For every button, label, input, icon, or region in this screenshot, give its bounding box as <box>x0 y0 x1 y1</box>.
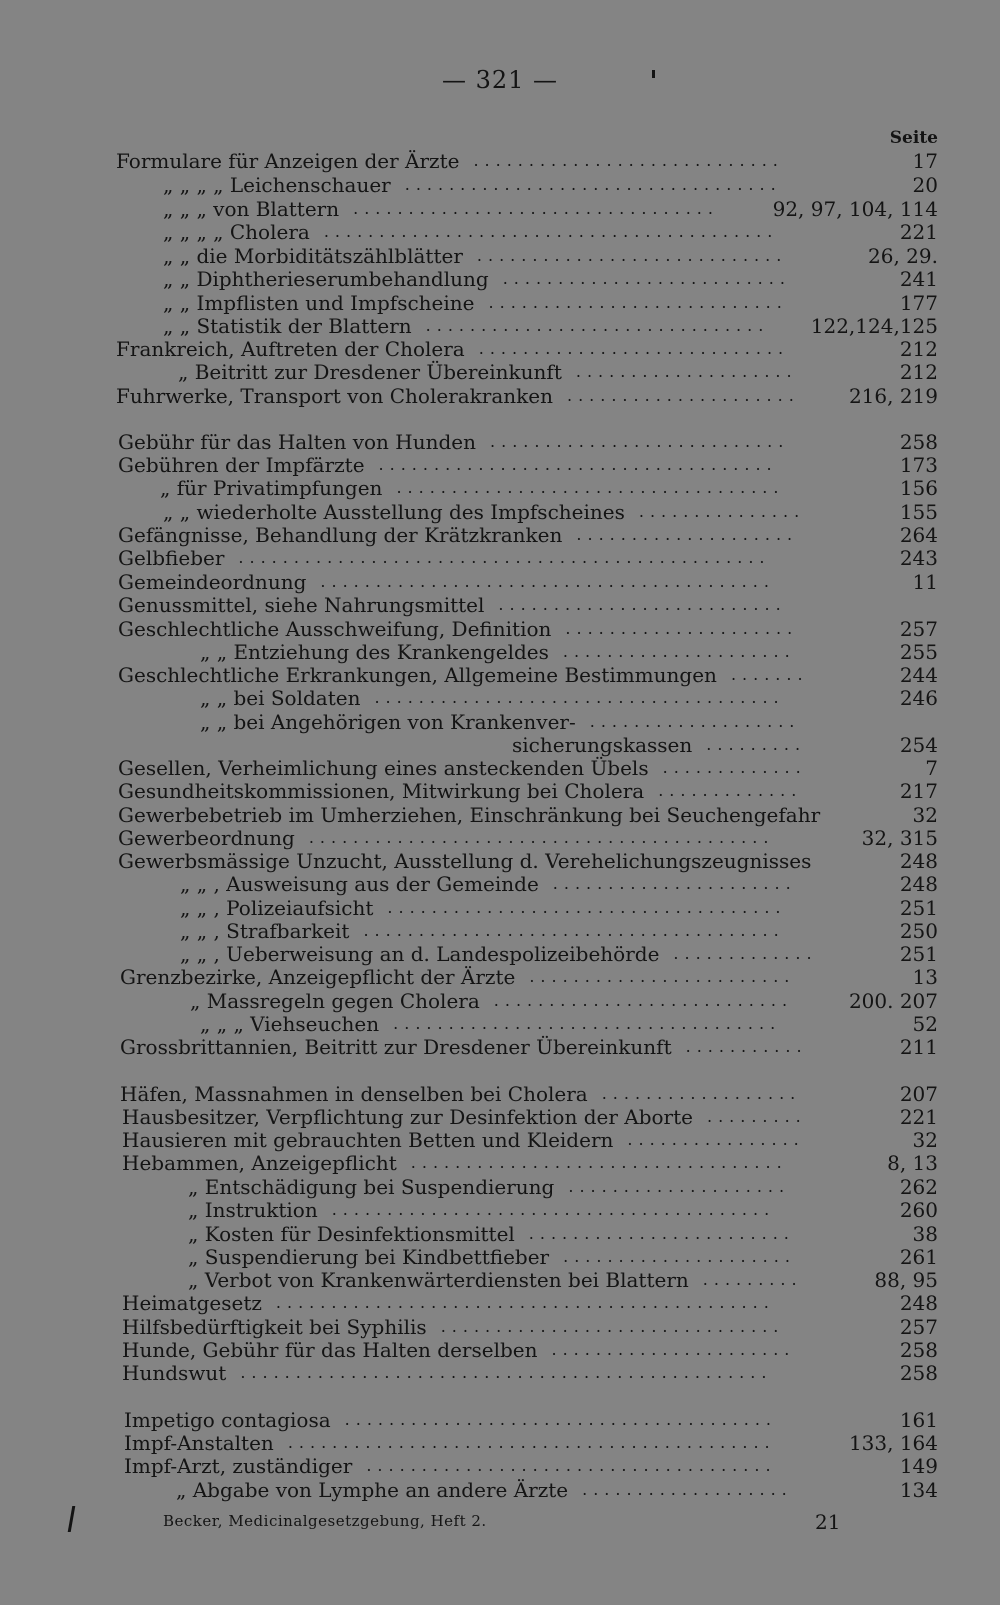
leader-dots: .................. <box>601 1084 802 1103</box>
leader-dots: ....................................... <box>344 1410 778 1429</box>
leader-dots: ................ <box>627 1130 805 1149</box>
leader-dots: ................................................ <box>240 1363 773 1382</box>
leader-dots: ............................... <box>425 316 770 335</box>
entry-text: Gesellen, Verheimlichung eines ansteckenden Übels <box>118 756 649 780</box>
page-reference: 173 <box>899 453 938 477</box>
page-reference: 88, 95 <box>874 1268 938 1292</box>
entry-text: Hausieren mit gebrauchten Betten und Kleidern <box>122 1128 614 1152</box>
page-reference: 52 <box>912 1012 938 1036</box>
leader-dots: ................................... <box>396 478 785 497</box>
page-reference: 216, 219 <box>848 384 938 408</box>
entry-text: Impf-Arzt, zuständiger <box>124 1454 353 1478</box>
leader-dots: ........................... <box>490 432 790 451</box>
entry-text: Gewerbsmässige Unzucht, Ausstellung d. Verehelichungszeugnisses <box>118 849 812 873</box>
entry-text: „ „ „ „ Leichenschauer <box>163 173 391 197</box>
leader-dots: ......... <box>706 1107 807 1126</box>
entry-text: „ „ bei Soldaten <box>200 686 361 710</box>
leader-dots: ........... <box>685 1037 808 1056</box>
leader-dots: .................................... <box>378 455 778 474</box>
leader-dots: ...................... <box>551 1340 796 1359</box>
entry-text: Genussmittel, siehe Nahrungsmittel <box>118 593 485 617</box>
page-reference: 244 <box>899 663 938 687</box>
entry-text: Impf-Anstalten <box>124 1431 274 1455</box>
page-reference: 211 <box>899 1035 938 1059</box>
page-reference: 134 <box>899 1478 938 1502</box>
entry-text: Impetigo contagiosa <box>124 1408 331 1432</box>
page-reference: 257 <box>899 1315 938 1339</box>
page-reference: 7 <box>925 756 938 780</box>
page-reference: 212 <box>899 337 938 361</box>
entry-text: „ Verbot von Krankenwärterdiensten bei Blattern <box>188 1268 689 1292</box>
entry-text: „ für Privatimpfungen <box>160 476 383 500</box>
entry-text: Heimatgesetz <box>122 1291 262 1315</box>
page-reference: 258 <box>899 1361 938 1385</box>
entry-text: Hundswut <box>122 1361 227 1385</box>
leader-dots: ................................. <box>353 199 719 218</box>
page-reference: 133, 164 <box>848 1431 938 1455</box>
entry-text: Häfen, Massnahmen in denselben bei Cholera <box>120 1082 588 1106</box>
entry-text: Gewerbebetrieb im Umherziehen, Einschränkung bei Seuchengefahr <box>118 803 821 827</box>
leader-dots: .................... <box>575 362 798 381</box>
page-reference: 248 <box>899 872 938 896</box>
page-reference: 177 <box>899 291 938 315</box>
entry-text: „ Kosten für Desinfektionsmittel <box>188 1222 515 1246</box>
page-reference: 251 <box>899 942 938 966</box>
signature-number: 21 <box>815 1510 841 1534</box>
column-header-seite: Seite <box>889 128 938 148</box>
entry-text: „ „ , Strafbarkeit <box>180 919 350 943</box>
page-reference: 221 <box>899 1105 938 1129</box>
entry-text: „ „ wiederholte Ausstellung des Impfscheines <box>163 500 625 524</box>
entry-text: „ Abgabe von Lymphe an andere Ärzte <box>176 1478 569 1502</box>
leader-dots: .................... <box>568 1177 791 1196</box>
leader-dots: ......................................... <box>320 572 775 591</box>
leader-dots: .................................. <box>410 1153 788 1172</box>
leader-dots: ................... <box>582 1480 793 1499</box>
page-reference: 258 <box>899 430 938 454</box>
entry-text: Hilfsbedürftigkeit bei Syphilis <box>122 1315 427 1339</box>
leader-dots: ..................... <box>563 1247 796 1266</box>
page-reference: 258 <box>899 1338 938 1362</box>
entry-text: Gesundheitskommissionen, Mitwirkung bei Cholera <box>118 779 645 803</box>
entry-text: „ Beitritt zur Dresdener Übereinkunft <box>178 360 562 384</box>
leader-dots: ............................ <box>476 246 788 265</box>
page-reference: 246 <box>899 686 938 710</box>
leader-dots: ........................................ <box>331 1200 776 1219</box>
leader-dots: ................... <box>589 712 801 731</box>
page-reference: 32, 315 <box>861 826 938 850</box>
entry-text: Gefängnisse, Behandlung der Krätzkranken <box>118 523 563 547</box>
leader-dots: ........................... <box>493 991 794 1010</box>
margin-pencil-mark <box>68 1506 76 1532</box>
leader-dots: ................................... <box>393 1014 782 1033</box>
leader-dots: ..................................... <box>366 1456 777 1475</box>
entry-text: Gelbfieber <box>118 546 225 570</box>
leader-dots: .......................................... <box>308 828 775 847</box>
page-reference: 122,124,125 <box>810 314 938 338</box>
page-reference: 17 <box>912 149 938 173</box>
leader-dots: ............................................. <box>275 1293 775 1312</box>
page-reference: 248 <box>899 849 938 873</box>
page-reference: 8, 13 <box>887 1151 938 1175</box>
page-reference: 155 <box>899 500 938 524</box>
entry-text: „ Suspendierung bei Kindbettfieber <box>188 1245 550 1269</box>
entry-text: „ „ die Morbiditätszählblätter <box>163 244 463 268</box>
page-reference: 262 <box>899 1175 938 1199</box>
page-reference: 156 <box>899 476 938 500</box>
page-reference: 13 <box>912 965 938 989</box>
entry-text: Gewerbeordnung <box>118 826 295 850</box>
entry-text: „ Instruktion <box>188 1198 318 1222</box>
leader-dots: ........................ <box>529 967 796 986</box>
page-reference: 217 <box>899 779 938 803</box>
entry-text: sicherungskassen <box>512 733 693 757</box>
page-reference: 38 <box>912 1222 938 1246</box>
leader-dots: .......................... <box>498 595 787 614</box>
entry-text: Geschlechtliche Erkrankungen, Allgemeine Bestimmungen <box>118 663 717 687</box>
page-header <box>0 66 1000 94</box>
page-reference: 255 <box>899 640 938 664</box>
entry-text: Gebühren der Impfärzte <box>118 453 365 477</box>
page-reference: 248 <box>899 1291 938 1315</box>
entry-text: „ „ bei Angehörigen von Krankenver- <box>200 710 576 734</box>
entry-text: Grossbrittannien, Beitritt zur Dresdener Übereinkunft <box>120 1035 672 1059</box>
entry-text: „ „ Impflisten und Impfscheine <box>163 291 475 315</box>
entry-text: Hunde, Gebühr für das Halten derselben <box>122 1338 538 1362</box>
leader-dots: ..................... <box>565 619 799 638</box>
entry-text: Grenzbezirke, Anzeigepflicht der Ärzte <box>120 965 516 989</box>
leader-dots: ............................ <box>478 339 790 358</box>
page-reference: 250 <box>899 919 938 943</box>
leader-dots: ..................... <box>562 642 796 661</box>
leader-dots: ............................... <box>440 1317 785 1336</box>
entry-text: Frankreich, Auftreten der Cholera <box>116 337 465 361</box>
page-reference: 161 <box>899 1408 938 1432</box>
leader-dots: ...................................... <box>363 921 785 940</box>
page-reference: 212 <box>899 360 938 384</box>
page-reference: 11 <box>912 570 938 594</box>
leader-dots: ...................... <box>552 874 797 893</box>
entry-text: „ „ , Polizeiaufsicht <box>180 896 374 920</box>
leader-dots: .......................... <box>502 269 791 288</box>
leader-dots: ............. <box>662 758 807 777</box>
page-reference: 260 <box>899 1198 938 1222</box>
leader-dots: ............... <box>638 502 806 521</box>
page-reference: 149 <box>899 1454 938 1478</box>
entry-text: Gemeindeordnung <box>118 570 307 594</box>
entry-text: Hausbesitzer, Verpflichtung zur Desinfektion der Aborte <box>122 1105 693 1129</box>
entry-text: Geschlechtliche Ausschweifung, Definition <box>118 617 552 641</box>
entry-text: „ „ „ „ Cholera <box>163 220 310 244</box>
page-number: — 321 — <box>441 66 559 94</box>
page-reference: 257 <box>899 617 938 641</box>
leader-dots: ..................... <box>567 386 800 405</box>
page-reference: 264 <box>899 523 938 547</box>
page-reference: 26, 29. <box>868 244 938 268</box>
leader-dots: ............................................ <box>287 1433 776 1452</box>
entry-text: „ „ „ Viehseuchen <box>200 1012 380 1036</box>
page-reference: 251 <box>899 896 938 920</box>
entry-text: „ „ „ von Blattern <box>163 197 340 221</box>
page-reference: 32 <box>912 1128 938 1152</box>
page-reference: 221 <box>899 220 938 244</box>
leader-dots: ........................ <box>528 1224 795 1243</box>
entry-text: „ „ , Ueberweisung an d. Landespolizeibehörde <box>180 942 660 966</box>
printer-signature-line: Becker, Medicinalgesetzgebung, Heft 2. <box>163 1512 487 1530</box>
leader-dots: .................... <box>576 525 799 544</box>
leader-dots: ....... <box>730 665 809 684</box>
entry-text: „ Entschädigung bei Suspendierung <box>188 1175 555 1199</box>
page-reference: 207 <box>899 1082 938 1106</box>
leader-dots: ..................................... <box>374 688 785 707</box>
leader-dots: ............................ <box>473 151 784 170</box>
page-reference: 20 <box>912 173 938 197</box>
leader-dots: ......... <box>702 1270 803 1289</box>
entry-text: Formulare für Anzeigen der Ärzte <box>116 149 460 173</box>
leader-dots: ............. <box>658 781 803 800</box>
leader-dots: ........................... <box>488 293 788 312</box>
leader-dots: ......................................... <box>323 222 779 241</box>
page-reference: 92, 97, 104, 114 <box>772 197 938 221</box>
entry-text: „ „ , Ausweisung aus der Gemeinde <box>180 872 539 896</box>
entry-text: „ „ Diphtherieserumbehandlung <box>163 267 489 291</box>
leader-dots: ......... <box>706 735 807 754</box>
entry-text: „ „ Statistik der Blattern <box>163 314 412 338</box>
leader-dots: ............. <box>673 944 818 963</box>
page-reference: 241 <box>899 267 938 291</box>
page-reference: 243 <box>899 546 938 570</box>
entry-text: „ „ Entziehung des Krankengeldes <box>200 640 549 664</box>
entry-text: „ Massregeln gegen Cholera <box>190 989 480 1013</box>
leader-dots: ................................................ <box>238 548 771 567</box>
page-reference: 261 <box>899 1245 938 1269</box>
entry-text: Hebammen, Anzeigepflicht <box>122 1151 397 1175</box>
page-reference: 254 <box>899 733 938 757</box>
page-reference: 32 <box>912 803 938 827</box>
page-reference: 200. 207 <box>848 989 938 1013</box>
leader-dots: .................................. <box>404 175 782 194</box>
leader-dots: .................................... <box>387 898 787 917</box>
entry-text: Fuhrwerke, Transport von Cholerakranken <box>116 384 553 408</box>
entry-text: Gebühr für das Halten von Hunden <box>118 430 477 454</box>
